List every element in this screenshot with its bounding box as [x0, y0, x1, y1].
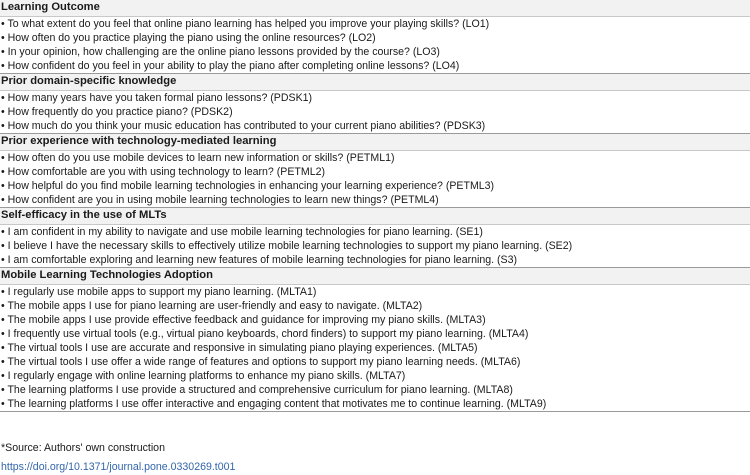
section-prior-domain-knowledge — [0, 73, 750, 133]
table-row: • How confident are you in using mobile learning technologies to learn new things? (PETML4) — [1, 194, 439, 206]
doi-link[interactable]: https://doi.org/10.1371/journal.pone.0330269.t001 — [1, 461, 236, 473]
table-row: • How often do you use mobile devices to learn new information or skills? (PETML1) — [1, 152, 395, 164]
section-self-efficacy — [0, 207, 750, 267]
source-footnote: *Source: Authors' own construction — [1, 442, 165, 454]
section-header: Mobile Learning Technologies Adoption — [0, 268, 750, 285]
table-row: • How comfortable are you with using technology to learn? (PETML2) — [1, 166, 326, 178]
section-prior-experience-tml — [0, 133, 750, 207]
table-row: • How confident do you feel in your ability to play the piano after completing online lessons? (LO4) — [1, 60, 460, 72]
section-mlt-adoption — [0, 267, 750, 411]
table-row: • In your opinion, how challenging are the online piano lessons provided by the course? (LO3) — [1, 46, 440, 58]
table-row: • To what extent do you feel that online piano learning has helped you improve your playing skills? (LO1) — [1, 18, 490, 30]
table-row: • How helpful do you find mobile learning technologies in enhancing your learning experience? (PETML3) — [1, 180, 495, 192]
table-row: • The virtual tools I use are accurate and responsive in simulating piano playing experiences. (MLTA5) — [1, 342, 478, 354]
section-header: Learning Outcome — [0, 0, 750, 17]
table-row: • The mobile apps I use provide effective feedback and guidance for improving my piano skills. (MLTA3) — [1, 314, 486, 326]
table-row: • How much do you think your music education has contributed to your current piano abilities? (PDSK3) — [1, 120, 486, 132]
table-row: • I frequently use virtual tools (e.g., virtual piano keyboards, chord finders) to support my piano learning. (MLTA4) — [1, 328, 529, 340]
section-header: Self-efficacy in the use of MLTs — [0, 208, 750, 225]
section-learning-outcome — [0, 0, 750, 73]
table-row: • I am comfortable exploring and learning new features of mobile learning technologies for piano learning. (S3) — [1, 254, 518, 266]
table-row: • The mobile apps I use for piano learning are user-friendly and easy to navigate. (MLTA2) — [1, 300, 423, 312]
table-row: • How many years have you taken formal piano lessons? (PDSK1) — [1, 92, 313, 104]
table-row: • The learning platforms I use offer interactive and engaging content that motivates me to continue learning. (MLTA9) — [1, 398, 547, 410]
table-row: • I regularly use mobile apps to support my piano learning. (MLTA1) — [1, 286, 317, 298]
table-row: • The virtual tools I use offer a wide range of features and options to support my piano learning needs. (MLTA6) — [1, 356, 521, 368]
table-row: • I believe I have the necessary skills to effectively utilize mobile learning technologies to support my piano learning. (SE2) — [1, 240, 573, 252]
table-row: • I am confident in my ability to navigate and use mobile learning technologies for piano learning. (SE1) — [1, 226, 483, 238]
section-header: Prior domain-specific knowledge — [0, 74, 750, 91]
section-header: Prior experience with technology-mediated learning — [0, 134, 750, 151]
table-row: • The learning platforms I use provide a structured and comprehensive curriculum for piano learning. (MLTA8) — [1, 384, 513, 396]
table-row: • How frequently do you practice piano? (PDSK2) — [1, 106, 233, 118]
table-row: • I regularly engage with online learning platforms to enhance my piano skills. (MLTA7) — [1, 370, 406, 382]
table-row: • How often do you practice playing the piano using the online resources? (LO2) — [1, 32, 376, 44]
